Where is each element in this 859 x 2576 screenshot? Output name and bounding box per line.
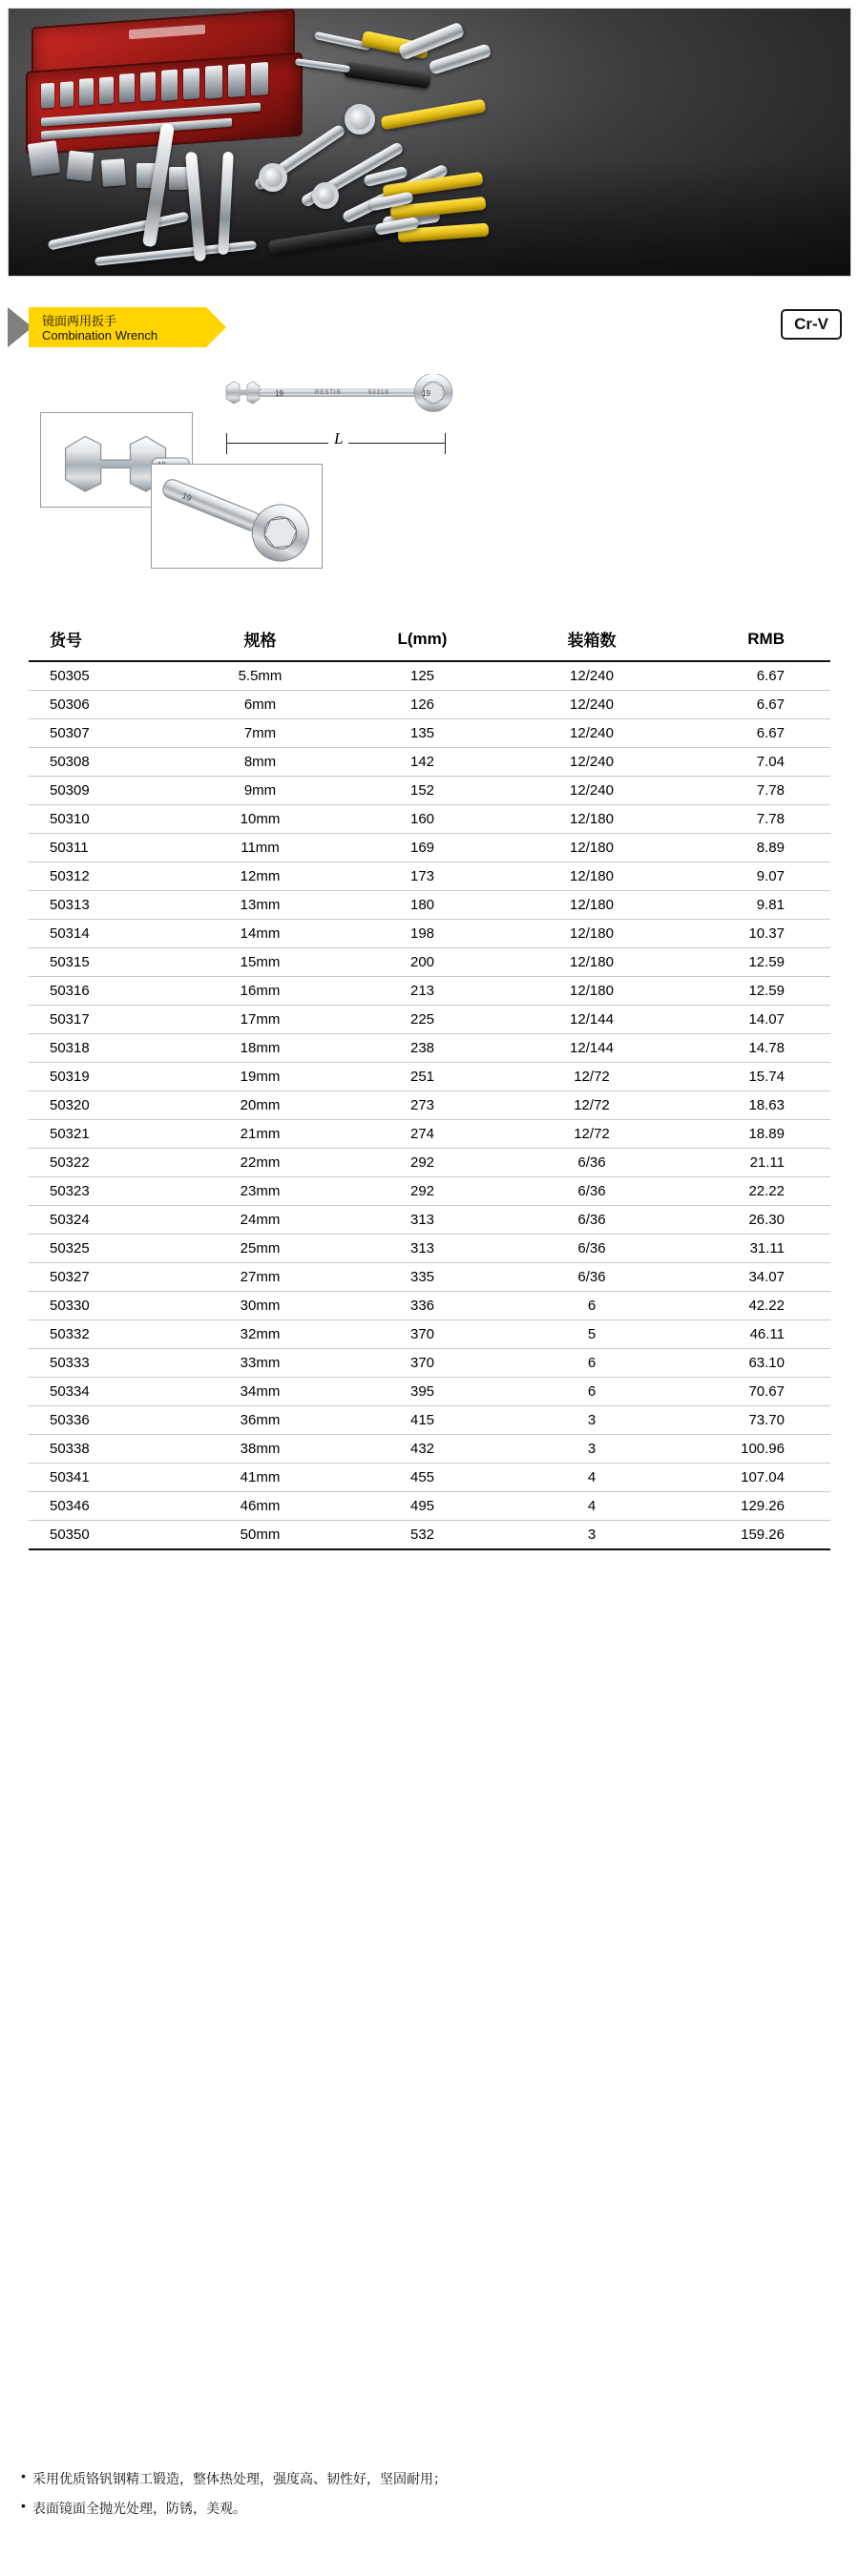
col-header-length: L(mm) — [339, 618, 506, 661]
size-cell: 15mm — [181, 948, 339, 977]
packing-cell: 6 — [506, 1378, 678, 1406]
size-cell: 9mm — [181, 777, 339, 805]
col-header-item-no: 货号 — [29, 618, 181, 661]
size-cell: 30mm — [181, 1292, 339, 1320]
price-cell: 26.30 — [678, 1206, 830, 1235]
item-no-cell: 50325 — [29, 1235, 181, 1263]
length-cell: 455 — [339, 1464, 506, 1492]
section-banner — [0, 301, 859, 353]
product-photo — [8, 8, 851, 277]
size-cell: 14mm — [181, 920, 339, 948]
length-cell: 292 — [339, 1149, 506, 1177]
table-row — [29, 1464, 830, 1492]
length-cell: 432 — [339, 1435, 506, 1464]
item-no-cell: 50324 — [29, 1206, 181, 1235]
box-end-drawing — [152, 465, 322, 568]
toolbox-label — [129, 25, 205, 40]
table-body — [29, 661, 830, 1549]
size-cell: 24mm — [181, 1206, 339, 1235]
packing-cell: 12/180 — [506, 834, 678, 862]
length-cell: 292 — [339, 1177, 506, 1206]
price-cell: 73.70 — [678, 1406, 830, 1435]
item-no-cell: 50313 — [29, 891, 181, 920]
price-cell: 8.89 — [678, 834, 830, 862]
size-cell: 6mm — [181, 691, 339, 719]
size-cell: 8mm — [181, 748, 339, 777]
price-cell: 31.11 — [678, 1235, 830, 1263]
item-no-cell: 50319 — [29, 1063, 181, 1091]
note-item: • 表面镜面全抛光处理，防锈，美观。 — [21, 2499, 842, 2518]
table-row — [29, 805, 830, 834]
length-cell: 370 — [339, 1349, 506, 1378]
spec-table — [29, 618, 830, 1550]
note-item: • 采用优质铬钒钢精工锻造，整体热处理，强度高、韧性好，坚固耐用； — [21, 2469, 842, 2488]
wrench-ring-end — [312, 182, 339, 209]
size-cell: 36mm — [181, 1406, 339, 1435]
price-cell: 14.07 — [678, 1006, 830, 1034]
locking-pliers-jaw — [428, 43, 492, 75]
price-cell: 14.78 — [678, 1034, 830, 1063]
size-cell: 11mm — [181, 834, 339, 862]
table-row — [29, 1320, 830, 1349]
price-cell: 63.10 — [678, 1349, 830, 1378]
table-row — [29, 1406, 830, 1435]
length-cell: 335 — [339, 1263, 506, 1292]
packing-cell: 12/72 — [506, 1091, 678, 1120]
item-no-cell: 50312 — [29, 862, 181, 891]
size-cell: 12mm — [181, 862, 339, 891]
packing-cell: 12/180 — [506, 862, 678, 891]
size-cell: 33mm — [181, 1349, 339, 1378]
packing-cell: 12/180 — [506, 891, 678, 920]
size-cell: 7mm — [181, 719, 339, 748]
price-cell: 100.96 — [678, 1435, 830, 1464]
price-cell: 18.63 — [678, 1091, 830, 1120]
dimension-line — [221, 429, 450, 454]
length-cell: 238 — [339, 1034, 506, 1063]
packing-cell: 6/36 — [506, 1149, 678, 1177]
table-header-row — [29, 618, 830, 661]
length-cell: 169 — [339, 834, 506, 862]
packing-cell: 4 — [506, 1492, 678, 1521]
price-cell: 12.59 — [678, 948, 830, 977]
feature-notes — [21, 2469, 842, 2528]
length-cell: 200 — [339, 948, 506, 977]
size-cell: 17mm — [181, 1006, 339, 1034]
table-row — [29, 1263, 830, 1292]
price-cell: 107.04 — [678, 1464, 830, 1492]
packing-cell: 12/72 — [506, 1120, 678, 1149]
size-cell: 50mm — [181, 1521, 339, 1550]
price-cell: 12.59 — [678, 977, 830, 1006]
item-no-cell: 50333 — [29, 1349, 181, 1378]
toolbox-illustration — [26, 14, 293, 148]
price-cell: 34.07 — [678, 1263, 830, 1292]
item-no-cell: 50308 — [29, 748, 181, 777]
size-cell: 21mm — [181, 1120, 339, 1149]
packing-cell: 12/240 — [506, 748, 678, 777]
size-cell: 41mm — [181, 1464, 339, 1492]
size-cell: 38mm — [181, 1435, 339, 1464]
length-cell: 173 — [339, 862, 506, 891]
price-cell: 129.26 — [678, 1492, 830, 1521]
length-cell: 225 — [339, 1006, 506, 1034]
wrench-ring-end — [259, 163, 287, 192]
packing-cell: 3 — [506, 1406, 678, 1435]
table-row — [29, 691, 830, 719]
item-no-cell: 50318 — [29, 1034, 181, 1063]
ratchet-head — [345, 104, 375, 135]
col-header-packing: 装箱数 — [506, 618, 678, 661]
length-cell: 313 — [339, 1206, 506, 1235]
price-cell: 6.67 — [678, 719, 830, 748]
packing-cell: 12/180 — [506, 948, 678, 977]
banner-title-cn: 镜面两用扳手 — [42, 314, 117, 328]
table-row — [29, 1378, 830, 1406]
length-cell: 160 — [339, 805, 506, 834]
price-cell: 9.07 — [678, 862, 830, 891]
price-cell: 6.67 — [678, 661, 830, 691]
item-no-cell: 50323 — [29, 1177, 181, 1206]
size-cell: 34mm — [181, 1378, 339, 1406]
table-row — [29, 891, 830, 920]
screwdriver-shaft — [295, 58, 350, 73]
item-no-cell: 50327 — [29, 1263, 181, 1292]
table-row — [29, 719, 830, 748]
packing-cell: 12/240 — [506, 777, 678, 805]
price-cell: 46.11 — [678, 1320, 830, 1349]
packing-cell: 6/36 — [506, 1263, 678, 1292]
size-cell: 20mm — [181, 1091, 339, 1120]
length-cell: 415 — [339, 1406, 506, 1435]
price-cell: 15.74 — [678, 1063, 830, 1091]
price-cell: 7.78 — [678, 805, 830, 834]
price-cell: 7.04 — [678, 748, 830, 777]
price-cell: 6.67 — [678, 691, 830, 719]
size-cell: 46mm — [181, 1492, 339, 1521]
item-no-cell: 50334 — [29, 1378, 181, 1406]
price-cell: 70.67 — [678, 1378, 830, 1406]
length-cell: 126 — [339, 691, 506, 719]
price-cell: 9.81 — [678, 891, 830, 920]
size-cell: 13mm — [181, 891, 339, 920]
box-end-detail-inset — [151, 464, 323, 569]
table-row — [29, 1149, 830, 1177]
length-cell: 142 — [339, 748, 506, 777]
packing-cell: 6 — [506, 1292, 678, 1320]
item-no-cell: 50332 — [29, 1320, 181, 1349]
size-cell: 25mm — [181, 1235, 339, 1263]
length-cell: 125 — [339, 661, 506, 691]
length-cell: 152 — [339, 777, 506, 805]
item-no-cell: 50317 — [29, 1006, 181, 1034]
length-cell: 180 — [339, 891, 506, 920]
screwdriver-handle — [344, 62, 430, 89]
packing-cell: 12/144 — [506, 1034, 678, 1063]
packing-cell: 5 — [506, 1320, 678, 1349]
table-row — [29, 1091, 830, 1120]
item-no-cell: 50316 — [29, 977, 181, 1006]
table-row — [29, 1006, 830, 1034]
packing-cell: 12/180 — [506, 805, 678, 834]
item-no-cell: 50306 — [29, 691, 181, 719]
price-cell: 18.89 — [678, 1120, 830, 1149]
table-row — [29, 777, 830, 805]
col-header-price: RMB — [678, 618, 830, 661]
spec-table-wrapper — [0, 618, 859, 1550]
item-no-cell: 50322 — [29, 1149, 181, 1177]
table-row — [29, 920, 830, 948]
item-no-cell: 50309 — [29, 777, 181, 805]
length-cell: 395 — [339, 1378, 506, 1406]
packing-cell: 3 — [506, 1435, 678, 1464]
packing-cell: 12/72 — [506, 1063, 678, 1091]
item-no-cell: 50314 — [29, 920, 181, 948]
price-cell: 159.26 — [678, 1521, 830, 1550]
item-no-cell: 50310 — [29, 805, 181, 834]
table-row — [29, 661, 830, 691]
item-no-cell: 50321 — [29, 1120, 181, 1149]
length-cell: 198 — [339, 920, 506, 948]
length-cell: 273 — [339, 1091, 506, 1120]
item-no-cell: 50330 — [29, 1292, 181, 1320]
size-cell: 23mm — [181, 1177, 339, 1206]
table-row — [29, 1206, 830, 1235]
size-cell: 27mm — [181, 1263, 339, 1292]
packing-cell: 6 — [506, 1349, 678, 1378]
size-cell: 16mm — [181, 977, 339, 1006]
length-cell: 135 — [339, 719, 506, 748]
item-no-cell: 50315 — [29, 948, 181, 977]
table-row — [29, 1120, 830, 1149]
packing-cell: 12/240 — [506, 691, 678, 719]
price-cell: 7.78 — [678, 777, 830, 805]
table-row — [29, 1063, 830, 1091]
wrench-full-view — [218, 374, 456, 418]
table-row — [29, 862, 830, 891]
packing-cell: 12/180 — [506, 977, 678, 1006]
item-no-cell: 50341 — [29, 1464, 181, 1492]
col-header-size: 规格 — [181, 618, 339, 661]
table-row — [29, 1349, 830, 1378]
packing-cell: 4 — [506, 1464, 678, 1492]
item-no-cell: 50320 — [29, 1091, 181, 1120]
size-cell: 10mm — [181, 805, 339, 834]
packing-cell: 12/144 — [506, 1006, 678, 1034]
length-cell: 370 — [339, 1320, 506, 1349]
table-row — [29, 1177, 830, 1206]
packing-cell: 12/240 — [506, 661, 678, 691]
svg-text:19: 19 — [180, 490, 194, 504]
packing-cell: 3 — [506, 1521, 678, 1550]
size-cell: 19mm — [181, 1063, 339, 1091]
table-row — [29, 1435, 830, 1464]
table-row — [29, 834, 830, 862]
length-cell: 495 — [339, 1492, 506, 1521]
size-cell: 22mm — [181, 1149, 339, 1177]
table-row — [29, 977, 830, 1006]
packing-cell: 12/240 — [506, 719, 678, 748]
length-cell: 274 — [339, 1120, 506, 1149]
banner-title-en: Combination Wrench — [42, 328, 158, 343]
item-no-cell: 50346 — [29, 1492, 181, 1521]
length-cell: 336 — [339, 1292, 506, 1320]
length-cell: 532 — [339, 1521, 506, 1550]
packing-cell: 6/36 — [506, 1177, 678, 1206]
item-no-cell: 50307 — [29, 719, 181, 748]
product-figure: 19 RESTIR 50319 19 L 19 — [0, 359, 859, 597]
size-cell: 5.5mm — [181, 661, 339, 691]
ratchet-handle — [381, 99, 487, 131]
table-row — [29, 748, 830, 777]
item-no-cell: 50305 — [29, 661, 181, 691]
price-cell: 22.22 — [678, 1177, 830, 1206]
size-cell: 32mm — [181, 1320, 339, 1349]
packing-cell: 6/36 — [506, 1235, 678, 1263]
dimension-label: L — [328, 429, 348, 448]
material-badge: Cr-V — [781, 309, 842, 340]
table-row — [29, 948, 830, 977]
packing-cell: 12/180 — [506, 920, 678, 948]
table-row — [29, 1292, 830, 1320]
price-cell: 42.22 — [678, 1292, 830, 1320]
length-cell: 213 — [339, 977, 506, 1006]
price-cell: 21.11 — [678, 1149, 830, 1177]
item-no-cell: 50336 — [29, 1406, 181, 1435]
item-no-cell: 50338 — [29, 1435, 181, 1464]
price-cell: 10.37 — [678, 920, 830, 948]
length-cell: 313 — [339, 1235, 506, 1263]
item-no-cell: 50350 — [29, 1521, 181, 1550]
table-row — [29, 1492, 830, 1521]
item-no-cell: 50311 — [29, 834, 181, 862]
size-cell: 18mm — [181, 1034, 339, 1063]
length-cell: 251 — [339, 1063, 506, 1091]
table-row — [29, 1235, 830, 1263]
table-row — [29, 1034, 830, 1063]
table-row — [29, 1521, 830, 1550]
packing-cell: 6/36 — [506, 1206, 678, 1235]
